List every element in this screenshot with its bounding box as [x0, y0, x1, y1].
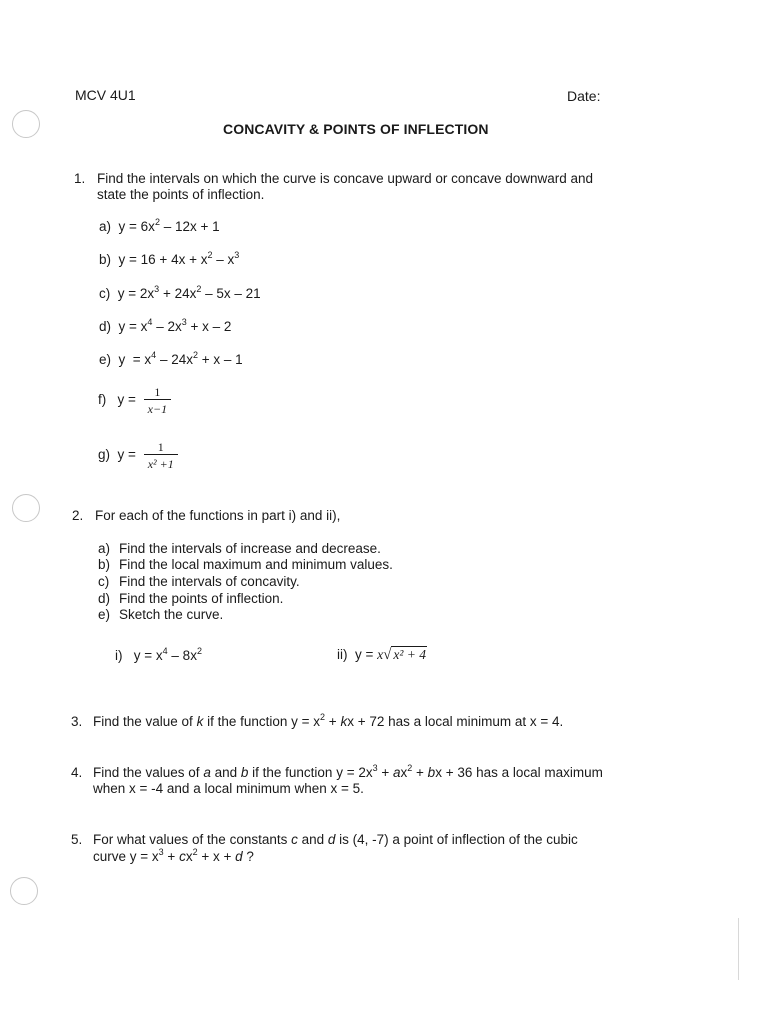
function-ii-equation: y = x√ x² + 4 — [351, 647, 427, 663]
q2-number: 2. — [72, 508, 84, 523]
part-f-label: f) — [98, 392, 107, 408]
q1-part-f — [98, 385, 171, 416]
part-b-label: b) — [99, 252, 112, 267]
q2-item-d-text: Find the points of inflection. — [119, 591, 284, 606]
q1-part-g — [98, 440, 178, 471]
q1-text-line1: Find the intervals on which the curve is concave upward or concave downward and — [97, 171, 594, 186]
part-g-numerator: 1 — [157, 440, 164, 454]
q3-text: Find the value of k if the function $y = x^2$ + kx + 72 has a local minimum at x = 4. — [93, 712, 564, 729]
part-a-equation: $y = 6x^2 - 12x + 1$ — [114, 217, 220, 234]
part-a-label: a) — [99, 219, 112, 234]
q5-text-line1: For what values of the constants c and d is (4, -7) a point of inflection of the cubic — [93, 832, 578, 847]
date-label: Date: — [567, 88, 601, 104]
q2-item-c-text: Find the intervals of concavity. — [119, 574, 300, 589]
part-g-denominator: x² +1 — [144, 454, 178, 471]
function-ii-label: ii) — [337, 647, 348, 662]
part-f-denominator: x−1 — [144, 399, 171, 416]
course-code: MCV 4U1 — [75, 87, 136, 103]
q5-number: 5. — [71, 832, 83, 847]
q2-intro: For each of the functions in part i) and ii), — [95, 508, 341, 523]
q4-text-line2: when x = -4 and a local minimum when x = 5. — [93, 781, 364, 796]
scan-edge-line — [738, 918, 739, 980]
binder-hole-top — [12, 110, 40, 138]
part-c-equation: $y = 2x^3 + 24x^2 - 5x - 21$ — [114, 284, 261, 301]
part-d-equation: $y = x^4 - 2x^3 + x - 2$ — [114, 317, 232, 334]
part-g-equation: y = — [113, 447, 136, 463]
part-g-label: g) — [98, 447, 111, 463]
part-f-fraction — [144, 385, 171, 416]
q1-text-line2: state the points of inflection. — [97, 187, 265, 202]
q2-item-b-text: Find the local maximum and minimum values. — [119, 557, 393, 572]
part-f-numerator: 1 — [154, 385, 161, 399]
q1-part-d — [99, 319, 231, 334]
q5-text-line2: curve $y = x^3 + cx^2 + x + d$ ? — [93, 847, 254, 864]
function-ii-radicand: x² + 4 — [393, 647, 427, 662]
q1-number: 1. — [74, 171, 86, 186]
q2-item-a-text: Find the intervals of increase and decrease. — [119, 541, 381, 556]
part-f-equation: y = — [110, 392, 136, 408]
q4-text-line1: Find the values of a and b if the function $y = 2x^3 + ax^2$ + bx + 36 has a local maximum — [93, 763, 603, 780]
q2-item-b-label: b) — [98, 557, 111, 572]
q2-item-c-label: c) — [98, 574, 110, 589]
q1-part-b — [99, 252, 239, 267]
function-ii-radical: x√ x² + 4 — [377, 647, 427, 663]
binder-hole-middle — [12, 494, 40, 522]
page-title: CONCAVITY & POINTS OF INFLECTION — [223, 121, 489, 137]
q2-function-ii — [337, 646, 427, 664]
q1-part-e — [99, 352, 243, 367]
function-i-label: i) — [115, 648, 123, 663]
q2-item-e-label: e) — [98, 607, 111, 622]
q1-part-c — [99, 286, 261, 301]
part-d-label: d) — [99, 319, 112, 334]
part-g-fraction — [144, 440, 178, 471]
binder-hole-bottom — [10, 877, 38, 905]
function-i-equation: $y = x^4 - 8x^2$ — [126, 646, 202, 663]
part-b-equation: $y = 16 + 4x + x^2 - x^3$ — [114, 250, 240, 267]
q2-item-e-text: Sketch the curve. — [119, 607, 224, 622]
q2-item-d-label: d) — [98, 591, 111, 606]
part-e-equation: $y = x^4 - 24x^2 + x - 1$ — [114, 350, 243, 367]
q1-part-a — [99, 219, 220, 234]
q3-number: 3. — [71, 714, 83, 729]
q4-number: 4. — [71, 765, 83, 780]
q2-item-a-label: a) — [98, 541, 111, 556]
part-e-label: e) — [99, 352, 112, 367]
q2-function-i — [115, 648, 202, 663]
part-c-label: c) — [99, 286, 111, 301]
